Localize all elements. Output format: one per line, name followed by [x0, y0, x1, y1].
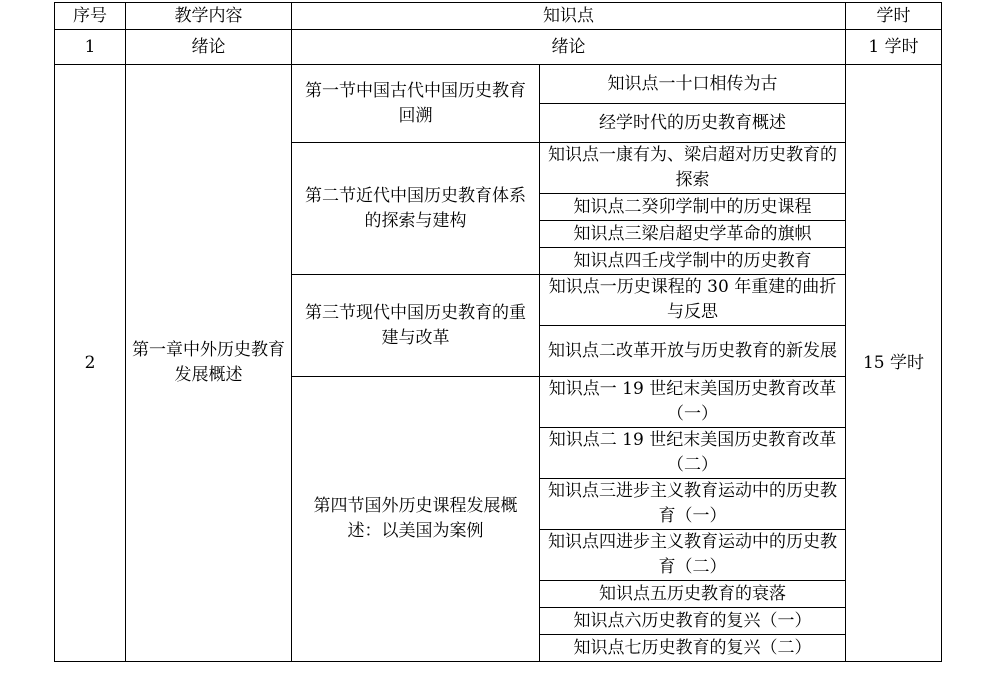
cell-hours: 15 学时: [846, 65, 942, 662]
table-row: [55, 30, 942, 65]
syllabus-table: [54, 2, 942, 662]
cell-section-title: 第一节中国古代中国历史教育回溯: [292, 65, 540, 143]
cell-point: 知识点五历史教育的衰落: [540, 581, 846, 608]
cell-point: 知识点六历史教育的复兴（一）: [540, 608, 846, 635]
cell-hours: 1 学时: [846, 30, 942, 65]
cell-point: 知识点四进步主义教育运动中的历史教育（二）: [540, 530, 846, 581]
cell-no: 2: [55, 65, 126, 662]
table-row: [55, 65, 942, 104]
cell-section-title: 第四节国外历史课程发展概述：以美国为案例: [292, 377, 540, 662]
header-row: [55, 3, 942, 30]
cell-content: 绪论: [126, 30, 292, 65]
cell-no: 1: [55, 30, 126, 65]
cell-point: 经学时代的历史教育概述: [540, 104, 846, 143]
cell-point: 知识点二改革开放与历史教育的新发展: [540, 326, 846, 377]
cell-point: 知识点一康有为、梁启超对历史教育的探索: [540, 143, 846, 194]
cell-point: 知识点一历史课程的 30 年重建的曲折与反思: [540, 275, 846, 326]
header-points: 知识点: [292, 3, 846, 30]
cell-point: 知识点一十口相传为古: [540, 65, 846, 104]
cell-point: 知识点二癸卯学制中的历史课程: [540, 194, 846, 221]
cell-chapter-title: 第一章中外历史教育发展概述: [126, 65, 292, 662]
header-hours: 学时: [846, 3, 942, 30]
cell-point: 知识点三进步主义教育运动中的历史教育（一）: [540, 479, 846, 530]
cell-point: 绪论: [292, 30, 846, 65]
cell-point: 知识点三梁启超史学革命的旗帜: [540, 221, 846, 248]
cell-point: 知识点四壬戌学制中的历史教育: [540, 248, 846, 275]
cell-point: 知识点二 19 世纪末美国历史教育改革（二）: [540, 428, 846, 479]
header-no: 序号: [55, 3, 126, 30]
cell-point: 知识点一 19 世纪末美国历史教育改革（一）: [540, 377, 846, 428]
cell-point: 知识点七历史教育的复兴（二）: [540, 635, 846, 662]
header-content: 教学内容: [126, 3, 292, 30]
cell-section-title: 第三节现代中国历史教育的重建与改革: [292, 275, 540, 377]
cell-section-title: 第二节近代中国历史教育体系的探索与建构: [292, 143, 540, 275]
